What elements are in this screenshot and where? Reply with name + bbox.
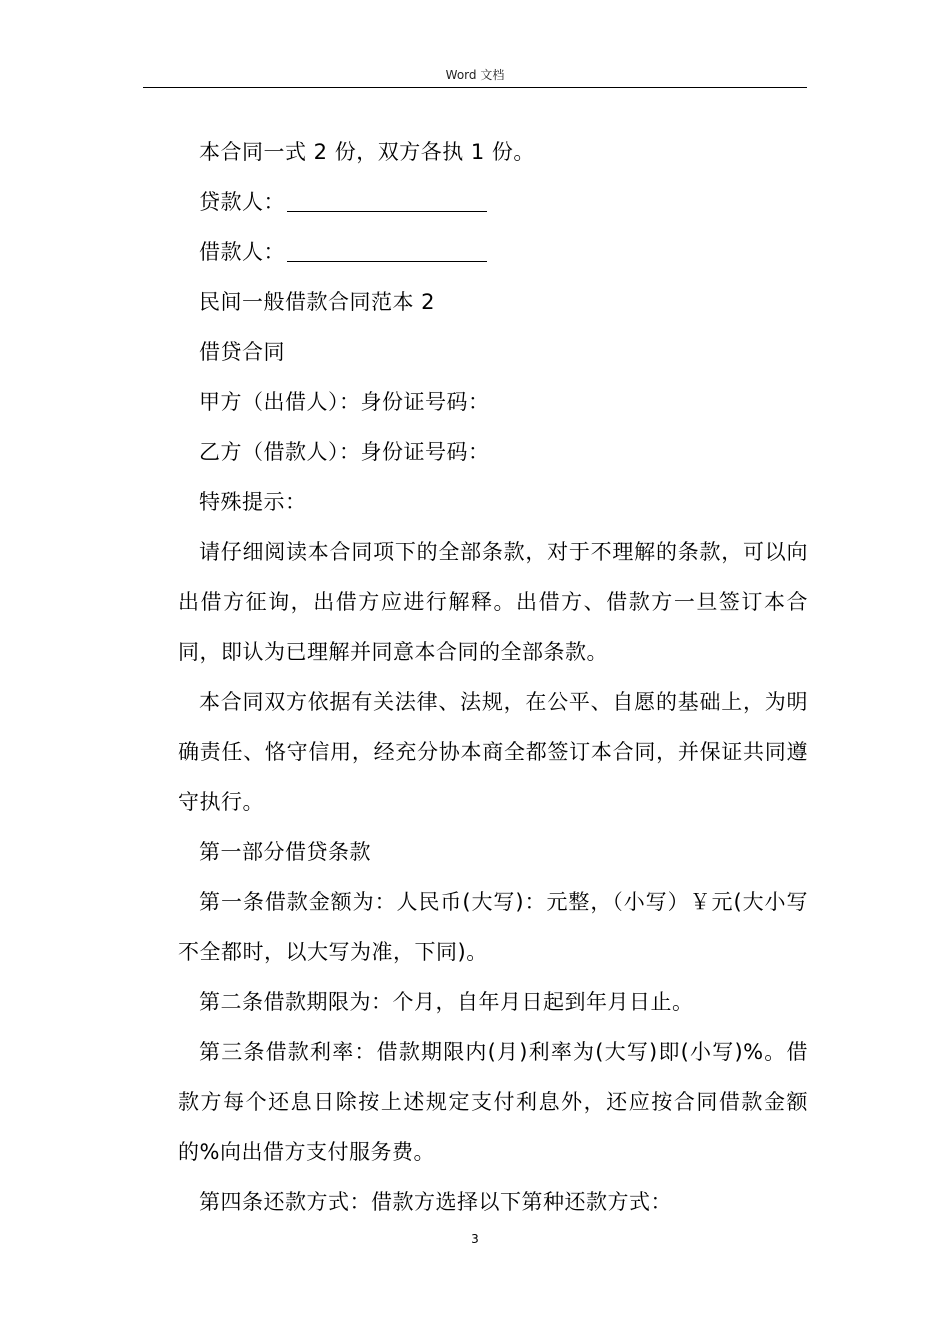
document-body bbox=[178, 127, 808, 1227]
borrower-label: 借款人： bbox=[199, 240, 285, 264]
page-header: Word 文档 bbox=[445, 68, 505, 82]
party-b-line: 乙方（借款人）：身份证号码： bbox=[199, 440, 490, 464]
notice-paragraph: 请仔细阅读本合同项下的全部条款，对于不理解的条款，可以向出借方征询，出借方应进行解释。出借方、借款方一旦签订本合同，即认为已理解并同意本合同的全部条款。 bbox=[178, 540, 808, 664]
header-divider bbox=[143, 87, 807, 88]
article-one: 第一条借款金额为：人民币(大写)：元整，（小写）￥元(大小写不全都时，以大写为准，下同)。 bbox=[178, 890, 808, 964]
page-number: 3 bbox=[471, 1232, 479, 1246]
contract-title: 借贷合同 bbox=[199, 340, 285, 364]
section-heading: 民间一般借款合同范本 2 bbox=[199, 290, 436, 314]
lender-label: 贷款人： bbox=[199, 190, 285, 214]
borrower-blank bbox=[287, 239, 487, 262]
part-one-heading: 第一部分借贷条款 bbox=[199, 840, 371, 864]
article-two: 第二条借款期限为：个月，自年月日起到年月日止。 bbox=[199, 990, 694, 1014]
lender-signature-line bbox=[178, 177, 808, 227]
borrower-signature-line bbox=[178, 227, 808, 277]
article-four: 第四条还款方式：借款方选择以下第种还款方式： bbox=[199, 1190, 672, 1214]
paragraph-copies: 本合同一式 2 份，双方各执 1 份。 bbox=[199, 140, 535, 164]
basis-paragraph: 本合同双方依据有关法律、法规，在公平、自愿的基础上，为明确责任、恪守信用，经充分协本商全都签订本合同，并保证共同遵守执行。 bbox=[178, 690, 808, 814]
article-three: 第三条借款利率：借款期限内(月)利率为(大写)即(小写)%。借款方每个还息日除按上述规定支付利息外，还应按合同借款金额的%向出借方支付服务费。 bbox=[178, 1040, 808, 1164]
special-notice-heading: 特殊提示： bbox=[199, 490, 307, 514]
party-a-line: 甲方（出借人）：身份证号码： bbox=[199, 390, 490, 414]
lender-blank bbox=[287, 189, 487, 212]
